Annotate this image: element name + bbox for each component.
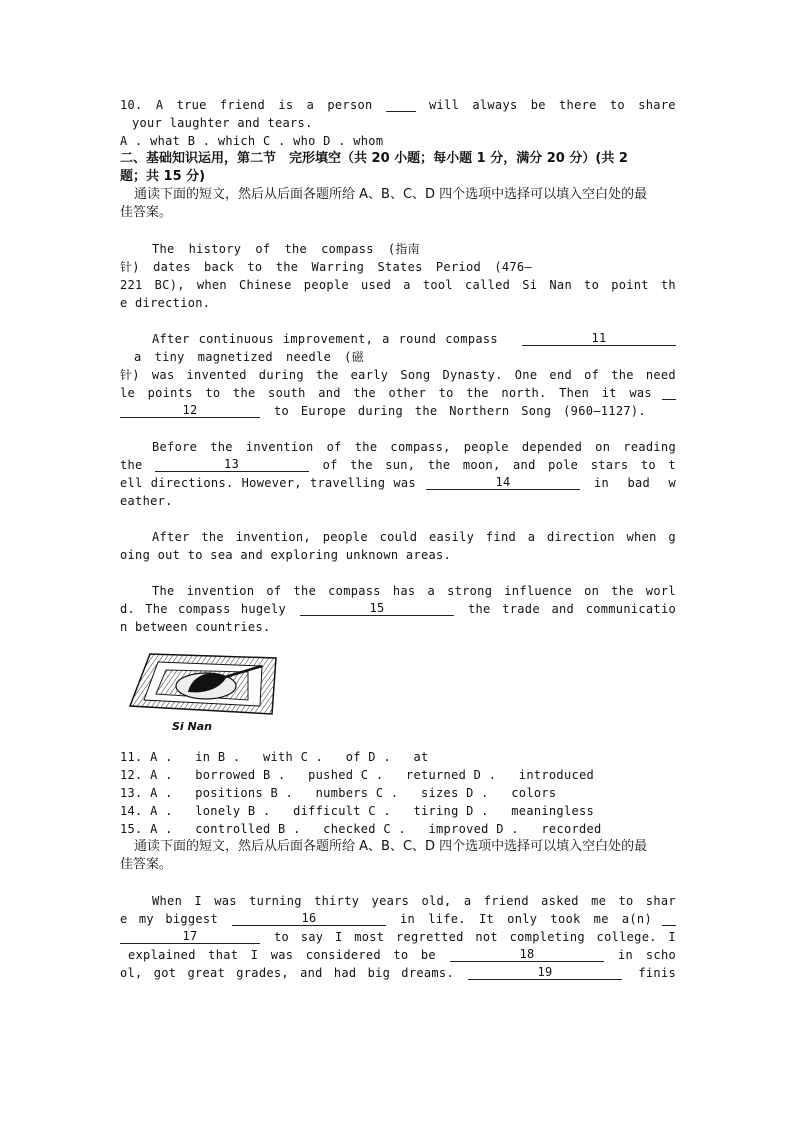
p3-line2-start: the <box>120 458 143 472</box>
blank-18[interactable]: 18 <box>450 946 604 962</box>
blank-19[interactable]: 19 <box>468 964 622 980</box>
word: to <box>640 458 656 472</box>
p6-line2-end <box>400 910 652 928</box>
word: sun, <box>385 458 416 472</box>
word: when <box>196 278 227 292</box>
word: need <box>645 368 676 382</box>
p1-line3 <box>120 276 676 294</box>
word: the <box>611 584 634 598</box>
word: A <box>155 98 164 112</box>
p6-line4-words <box>128 946 436 964</box>
word: 针) <box>120 260 140 274</box>
p2-line3 <box>120 366 676 384</box>
word: years <box>371 894 410 908</box>
word: has <box>392 584 416 598</box>
word: After <box>152 530 190 544</box>
word: friend <box>219 98 266 112</box>
p2-line5-words <box>274 402 646 420</box>
word: a(n) <box>621 912 652 926</box>
option-14: 14. A . lonely B . difficult C . tiring D . meaningless <box>120 804 595 818</box>
blank-16[interactable]: 16 <box>232 910 386 926</box>
word: biggest <box>165 912 218 926</box>
q10-line1 <box>120 96 676 114</box>
word: points <box>147 386 193 400</box>
blank-10[interactable] <box>386 96 416 112</box>
word: (476— <box>494 260 532 274</box>
word: bad <box>627 476 651 490</box>
word: during <box>258 368 304 382</box>
word: invention <box>245 440 314 454</box>
p4-line2: oing out to sea and exploring unknown areas. <box>120 548 452 562</box>
word: not <box>475 930 498 944</box>
word: to <box>274 404 290 418</box>
word: th <box>660 278 676 292</box>
word: the <box>201 530 224 544</box>
p6-line4-end <box>618 946 676 964</box>
p3-line3-words <box>120 474 416 492</box>
word: old, <box>421 894 452 908</box>
word: had <box>333 966 357 980</box>
word: e <box>120 912 128 926</box>
word: Si <box>522 278 538 292</box>
word: back <box>203 260 235 274</box>
word: was <box>629 386 652 400</box>
word: south <box>268 386 306 400</box>
word: the <box>232 386 256 400</box>
word: worl <box>645 584 676 598</box>
word: directions. <box>150 476 234 490</box>
word: a <box>427 584 436 598</box>
word: round <box>398 332 437 346</box>
figure-caption: Si Nan <box>172 720 212 733</box>
section2-header-line1: 二、基础知识运用，第二节 完形填空（共 20 小题；每小题 1 分，满分 20 分）(共 2 <box>120 151 628 166</box>
word: However, <box>241 476 302 490</box>
word: the <box>293 584 317 598</box>
word: BC), <box>154 278 185 292</box>
word: compass, <box>390 440 451 454</box>
word: big <box>367 966 391 980</box>
word: a <box>463 894 472 908</box>
word: a <box>382 332 390 346</box>
word: on <box>595 440 611 454</box>
word: 10. <box>120 98 143 112</box>
word: (指南 <box>387 242 420 256</box>
word: Period <box>435 260 482 274</box>
p5-line1 <box>120 582 676 600</box>
p5-line2-words <box>120 600 286 618</box>
p2-line1 <box>120 330 676 348</box>
word: it <box>601 386 617 400</box>
word: was <box>270 948 294 962</box>
word: and <box>551 602 575 616</box>
word: w <box>668 476 676 490</box>
word: One <box>514 368 538 382</box>
word: will <box>429 98 460 112</box>
word: college. <box>596 930 657 944</box>
p2-line4 <box>120 384 676 402</box>
word: invention <box>186 584 255 598</box>
p6-line3 <box>120 928 676 946</box>
p1-line2 <box>120 258 532 276</box>
p2-line4-words <box>120 384 652 402</box>
word: regretted <box>395 930 464 944</box>
word: finis <box>638 966 676 980</box>
option-15: 15. A . controlled B . checked C . improved D . recorded <box>120 822 602 836</box>
word: strong <box>447 584 493 598</box>
blank-12[interactable]: 12 <box>120 402 260 418</box>
blank-17[interactable]: 17 <box>120 928 260 944</box>
word: the <box>466 386 489 400</box>
p5-line2 <box>120 600 676 618</box>
p6-line4 <box>120 946 676 964</box>
word: to <box>205 386 221 400</box>
word: Before <box>152 440 198 454</box>
word: Dynasty. <box>442 368 503 382</box>
word: in <box>400 912 416 926</box>
word: friend <box>483 894 529 908</box>
word: moon, <box>462 458 501 472</box>
word: the <box>350 458 373 472</box>
word: true <box>176 98 207 112</box>
word: (960—1127). <box>563 404 646 418</box>
word: pole <box>548 458 579 472</box>
word: to <box>618 894 634 908</box>
word: travelling <box>309 476 386 490</box>
blank-15[interactable]: 15 <box>300 600 454 616</box>
p2-line5 <box>120 402 676 420</box>
word: was <box>151 368 175 382</box>
word: end <box>549 368 572 382</box>
word: invented <box>186 368 247 382</box>
word: compass <box>177 602 231 616</box>
word: of <box>584 368 600 382</box>
word: the <box>316 368 339 382</box>
word: 针) <box>120 368 140 382</box>
word: t <box>668 458 676 472</box>
word: Song <box>400 368 431 382</box>
word: in <box>594 476 610 490</box>
word: thirty <box>314 894 360 908</box>
word: ell <box>120 476 143 490</box>
word: completing <box>509 930 585 944</box>
word: north. <box>501 386 547 400</box>
word: g <box>668 530 676 544</box>
word: used <box>361 278 392 292</box>
word: point <box>611 278 649 292</box>
p2-line1-words <box>152 330 498 348</box>
word: trade <box>502 602 540 616</box>
word: the <box>468 602 491 616</box>
word: When <box>152 894 183 908</box>
word: Song <box>521 404 552 418</box>
passage2-instruction-1: 通读下面的短文，然后从后面各题所给 A、B、C、D 四个选项中选择可以填入空白处的最 <box>134 839 648 854</box>
p6-line5-words <box>120 964 454 982</box>
word: be <box>420 948 436 962</box>
word: communicatio <box>585 602 676 616</box>
p1-line4: e direction. <box>120 296 211 310</box>
word: people <box>322 530 368 544</box>
p3-line4: eather. <box>120 494 173 508</box>
word: compass <box>328 584 381 598</box>
word: my <box>138 912 154 926</box>
word: find <box>485 530 516 544</box>
word: asked <box>541 894 579 908</box>
word: I <box>334 930 343 944</box>
p6-line1 <box>120 892 676 910</box>
word: easily <box>428 530 475 544</box>
word: was <box>214 894 237 908</box>
p5-line2-end <box>468 600 676 618</box>
word: turning <box>249 894 302 908</box>
blank-17-start <box>662 910 676 926</box>
word: 221 <box>120 278 143 292</box>
word: considered <box>305 948 381 962</box>
exam-page <box>120 96 676 982</box>
word: States <box>377 260 423 274</box>
word: I <box>668 930 676 944</box>
word: the <box>275 260 299 274</box>
p5-line3: n between countries. <box>120 620 271 634</box>
word: tiny <box>154 350 185 364</box>
word: explained <box>128 948 196 962</box>
options-11-15 <box>120 748 676 838</box>
word: could <box>379 530 418 544</box>
section2-header-line2: 题；共 15 分) <box>120 169 206 184</box>
word: a <box>306 98 315 112</box>
p3-line2-words <box>323 456 676 474</box>
word: and <box>513 458 536 472</box>
word: the <box>414 404 438 418</box>
word: in <box>618 948 634 962</box>
word: hugely <box>240 602 286 616</box>
word: great <box>187 966 226 980</box>
word: and <box>300 966 323 980</box>
blank-12-start <box>662 384 676 400</box>
word: of <box>255 242 271 256</box>
word: After <box>152 332 190 346</box>
passage2-instruction-2: 佳答案。 <box>120 857 173 872</box>
word: when <box>626 530 657 544</box>
word: always <box>472 98 518 112</box>
word: influence <box>504 584 573 598</box>
word: of <box>266 584 282 598</box>
word: only <box>507 912 538 926</box>
word: history <box>188 242 242 256</box>
word: life. <box>428 912 466 926</box>
word: there <box>559 98 597 112</box>
word: is <box>278 98 294 112</box>
option-13: 13. A . positions B . numbers C . sizes D . colors <box>120 786 557 800</box>
word: say <box>300 930 324 944</box>
word: the <box>427 458 451 472</box>
word: the <box>210 440 233 454</box>
word: of <box>322 458 338 472</box>
p6-line2 <box>120 910 676 928</box>
word: and <box>318 386 341 400</box>
word: people <box>303 278 349 292</box>
word: tool <box>422 278 453 292</box>
word: the <box>284 242 308 256</box>
word: me <box>591 894 607 908</box>
word: magnetized <box>197 350 273 364</box>
passage1-instruction-1: 通读下面的短文，然后从后面各题所给 A、B、C、D 四个选项中选择可以填入空白处的最 <box>134 187 648 202</box>
word: continuous <box>198 332 274 346</box>
p3-line3 <box>120 474 676 492</box>
blank-14[interactable]: 14 <box>426 474 580 490</box>
word: a <box>134 350 142 364</box>
word: Europe <box>300 404 347 418</box>
word: to <box>274 930 290 944</box>
word: The <box>152 584 175 598</box>
word: stars <box>590 458 629 472</box>
word: dates <box>153 260 191 274</box>
word: grades, <box>236 966 289 980</box>
word: needle <box>285 350 332 364</box>
word: on <box>584 584 600 598</box>
p2-line2 <box>120 348 364 366</box>
word: le <box>120 386 136 400</box>
word: people <box>463 440 509 454</box>
word: improvement, <box>282 332 374 346</box>
word: a <box>403 278 411 292</box>
option-12: 12. A . borrowed B . pushed C . returned D . introduced <box>120 768 595 782</box>
word: most <box>354 930 385 944</box>
blank-11[interactable]: 11 <box>522 330 676 346</box>
word: Warring <box>311 260 365 274</box>
word: (磁 <box>344 350 364 364</box>
p3-line1 <box>120 438 676 456</box>
word: during <box>357 404 403 418</box>
word: share <box>638 98 676 112</box>
word: Northern <box>449 404 510 418</box>
word: of <box>326 440 342 454</box>
word: direction <box>547 530 615 544</box>
word: to <box>609 98 625 112</box>
blank-13[interactable]: 13 <box>155 456 309 472</box>
p6-line5 <box>120 964 676 982</box>
word: shar <box>645 894 676 908</box>
word: dreams. <box>401 966 454 980</box>
option-11: 11. A . in B . with C . of D . at <box>120 750 429 764</box>
word: ol, <box>120 966 143 980</box>
passage1-instruction-2: 佳答案。 <box>120 205 173 220</box>
si-nan-compass-image <box>122 644 282 736</box>
word: was <box>393 476 416 490</box>
word: compass <box>321 242 374 256</box>
word: the <box>611 368 634 382</box>
p3-line3-end <box>594 474 676 492</box>
word: invention, <box>235 530 311 544</box>
word: to <box>438 386 454 400</box>
word: scho <box>645 948 676 962</box>
word: The <box>152 242 175 256</box>
word: to <box>393 948 409 962</box>
word: I <box>250 948 259 962</box>
word: got <box>153 966 177 980</box>
word: It <box>478 912 495 926</box>
word: compass <box>445 332 498 346</box>
word: that <box>208 948 239 962</box>
p3-line2 <box>120 456 676 474</box>
word: person <box>327 98 373 112</box>
word: d. <box>120 602 136 616</box>
p4-line1 <box>120 528 676 546</box>
word: Chinese <box>239 278 292 292</box>
word: Nan <box>549 278 572 292</box>
p1-line1 <box>120 240 420 258</box>
word: to <box>247 260 263 274</box>
word: took <box>550 912 581 926</box>
q10-options: A . what B . which C . who D . whom <box>120 134 384 148</box>
word: other <box>388 386 427 400</box>
word: the <box>353 386 376 400</box>
word: Then <box>559 386 590 400</box>
word: The <box>145 602 168 616</box>
word: early <box>350 368 389 382</box>
p6-line3-words <box>274 928 676 946</box>
word: to <box>584 278 600 292</box>
word: be <box>530 98 546 112</box>
word: called <box>465 278 511 292</box>
word: reading <box>623 440 676 454</box>
q10-line2: your laughter and tears. <box>132 116 313 130</box>
p6-line2-words <box>120 910 218 928</box>
word: me <box>593 912 609 926</box>
word: depended <box>521 440 583 454</box>
word: I <box>194 894 202 908</box>
p6-line5-end <box>636 964 676 982</box>
word: the <box>354 440 378 454</box>
word: a <box>527 530 536 544</box>
